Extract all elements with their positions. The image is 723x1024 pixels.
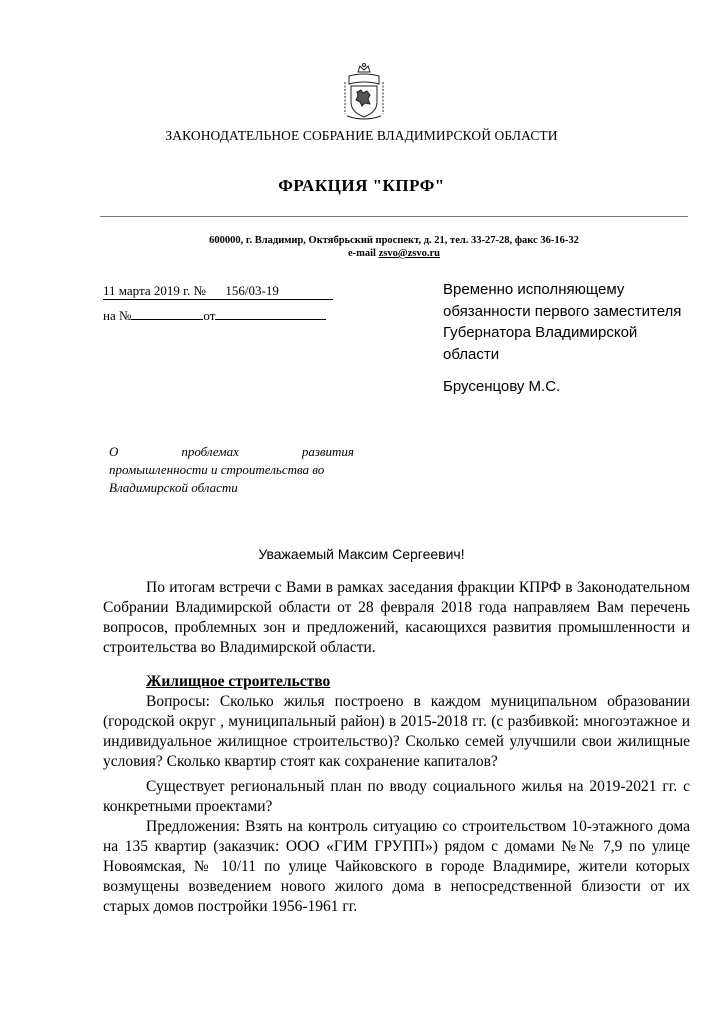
recipient-position: Временно исполняющему обязанности первого заместителя Губернатора Владимирской области: [443, 281, 682, 363]
subject-line-1: О проблемах развития: [109, 444, 354, 459]
intro-paragraph: По итогам встречи с Вами в рамках заседания фракции КПРФ в Законодательном Собрании Владимирской области от 28 февраля 2018 года направляем Вам перечень вопросов, проблемных зон и предложений, касающихся развития промышленности и строительства во Владимирской области.: [103, 579, 690, 656]
salutation: Уважаемый Максим Сергеевич!: [258, 546, 465, 562]
ref-prefix: на №: [103, 308, 132, 323]
email-link[interactable]: zsvo@zsvo.ru: [378, 248, 440, 259]
email-prefix: e-mail: [347, 248, 376, 259]
questions-paragraph: Вопросы: Сколько жилья построено в каждом муниципальном образовании (городской округ , муниципальный район) в 2015-2018 гг. (с разбивкой: многоэтажное и индивидуальное жилищное строительство)? Сколько семей улучшили свои жилищные условия? Сколько квартир стоят как сохранение капиталов?: [103, 693, 690, 770]
incoming-reference-line: [103, 306, 326, 324]
ref-number-blank: [131, 306, 203, 320]
ref-date-blank: [215, 306, 326, 320]
header-divider: [100, 216, 688, 217]
faction-title: ФРАКЦИЯ "КПРФ": [278, 176, 445, 195]
regional-plan-paragraph: Существует региональный план по вводу социального жилья на 2019-2021 гг. с конкретными проектами?: [103, 778, 690, 815]
ref-from-label: от: [203, 308, 216, 323]
section-heading: Жилищное строительство: [146, 673, 331, 690]
postal-address: 600000, г. Владимир, Октябрьский проспект, д. 21, тел. 33-27-28, факс 36-16-32: [209, 235, 579, 246]
address-block: [100, 234, 688, 260]
organization-name: ЗАКОНОДАТЕЛЬНОЕ СОБРАНИЕ ВЛАДИМИРСКОЙ ОБЛАСТИ: [165, 128, 558, 143]
recipient-name: Брусенцову М.С.: [443, 378, 561, 395]
email-line: [100, 247, 688, 260]
letter-body: [103, 578, 690, 917]
outgoing-number-line: 11 марта 2019 г. № 156/03-19: [103, 283, 333, 300]
subject-line-2: промышленности и строительства во: [109, 462, 325, 477]
coat-of-arms-emblem: [343, 62, 385, 120]
proposals-paragraph: Предложения: Взять на контроль ситуацию со строительством 10-этажного дома на 135 квартир (заказчик: ООО «ГИМ ГРУПП») рядом с домами №№ 7,9 по улице Новоямская, № 10/11 по улице Чайковского в городе Владимире, жители которых возмущены возведением нового жилого дома в непосредственной близости от их старых домов постройки 1956-1961 гг.: [103, 818, 690, 915]
letter-subject: [109, 443, 354, 497]
subject-line-3: Владимирской области: [109, 480, 238, 495]
